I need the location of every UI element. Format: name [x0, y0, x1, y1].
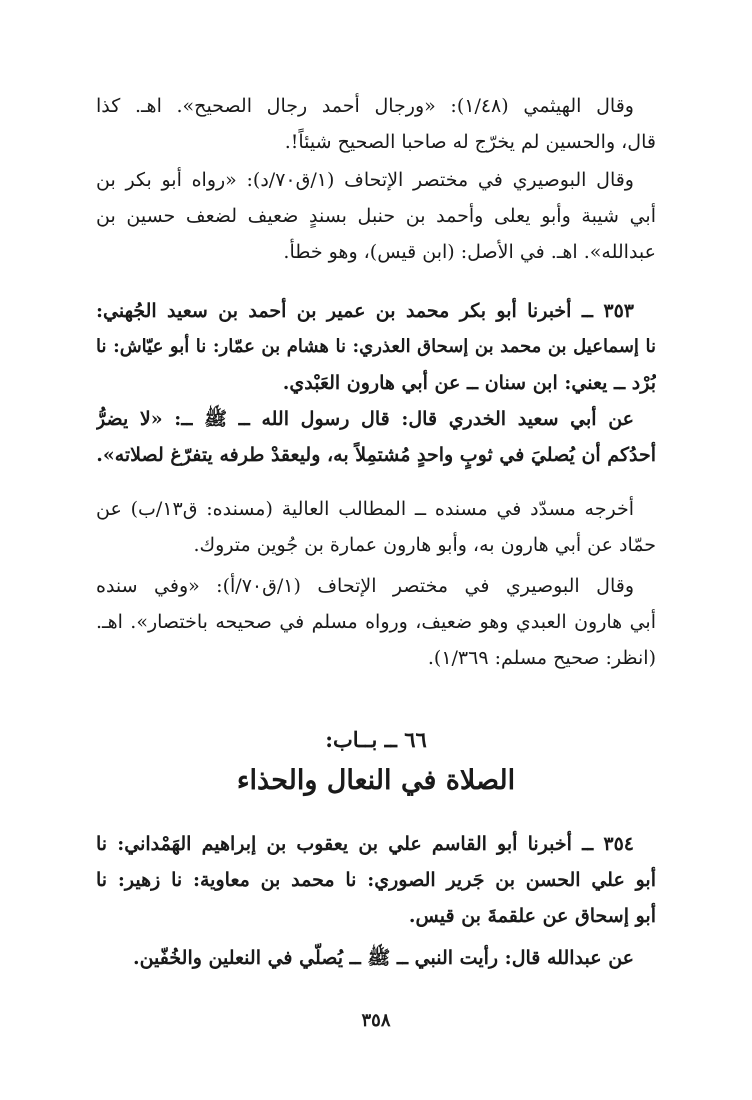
hadith-354 — [96, 826, 656, 976]
text-line: وقال البوصيري في مختصر الإتحاف (١/ق٧٠/د): «رواه أبو بكر بن — [96, 169, 634, 191]
hadith-matn-line: عن أبي سعيد الخدري قال: قال رسول الله ــ ﷺ ــ: «لا يضرُّ — [96, 408, 634, 430]
page-number: ٣٥٨ — [361, 1010, 391, 1031]
text-line: عبدالله». اهـ. في الأصل: (ابن قيس)، وهو خطأ. — [283, 241, 656, 263]
busiri-commentary — [96, 162, 656, 270]
hadith-353 — [96, 293, 656, 473]
text-line: وقال البوصيري في مختصر الإتحاف (١/ق٧٠/أ): «وفي سنده — [96, 575, 635, 597]
hadith-matn-line: أحدُكم أن يُصليَ في ثوبٍ واحدٍ مُشتمِلاً به، وليعقدْ طرفه يتفرّغ لصلاته». — [96, 444, 656, 466]
text-line: حمّاد عن أبي هارون به، وأبو هارون عمارة بن جُوين متروك. — [193, 534, 656, 556]
text-line: قال، والحسين لم يخرّج له صاحبا الصحيح شيئاً!. — [284, 131, 656, 153]
hadith-matn-line: عن عبدالله قال: رأيت النبي ــ ﷺ ــ يُصلّي في النعلين والخُفّين. — [132, 947, 634, 969]
text-line: وقال الهيثمي (١/٤٨): «ورجال أحمد رجال الصحيح». اهـ. كذا — [96, 95, 634, 117]
takhrij-353 — [96, 491, 656, 563]
hadith-isnad-line: ٣٥٤ ــ أخبرنا أبو القاسم علي بن يعقوب بن إبراهيم الهَمْداني: نا — [96, 833, 634, 855]
text-line: أخرجه مسدّد في مسنده ــ المطالب العالية (مسنده: ق١٣/ب) عن — [96, 498, 634, 520]
hadith-isnad-line: أبو علي الحسن بن جَرير الصوري: نا محمد بن معاوية: نا زهير: نا — [96, 869, 656, 891]
text-line: (انظر: صحيح مسلم: ١/٣٦٩). — [427, 647, 656, 669]
text-line: أبي هارون العبدي وهو ضعيف، ورواه مسلم في صحيحه باختصار». اهـ. — [96, 611, 656, 633]
chapter-title: الصلاة في النعال والحذاء — [236, 765, 516, 796]
hadith-isnad-line: ٣٥٣ ــ أخبرنا أبو بكر محمد بن عمير بن أحمد بن سعيد الجُهني: — [96, 300, 634, 322]
hadith-isnad-line: أبو إسحاق عن علقمةَ بن قيس. — [408, 905, 656, 927]
text-line: أبي شيبة وأبو يعلى وأحمد بن حنبل بسندٍ ضعيف لضعف حسين بن — [96, 205, 656, 227]
haythami-commentary — [96, 88, 656, 160]
hadith-isnad-line: نا إسماعيل بن محمد بن إسحاق العذري: نا هشام بن عمّار: نا أبو عيّاش: نا — [96, 336, 656, 357]
chapter-number: ٦٦ ــ بــاب: — [325, 727, 427, 752]
hadith-isnad-line: بُرْد ــ يعني: ابن سنان ــ عن أبي هارون العَبْدي. — [282, 372, 656, 394]
busiri-commentary-353 — [96, 568, 656, 676]
